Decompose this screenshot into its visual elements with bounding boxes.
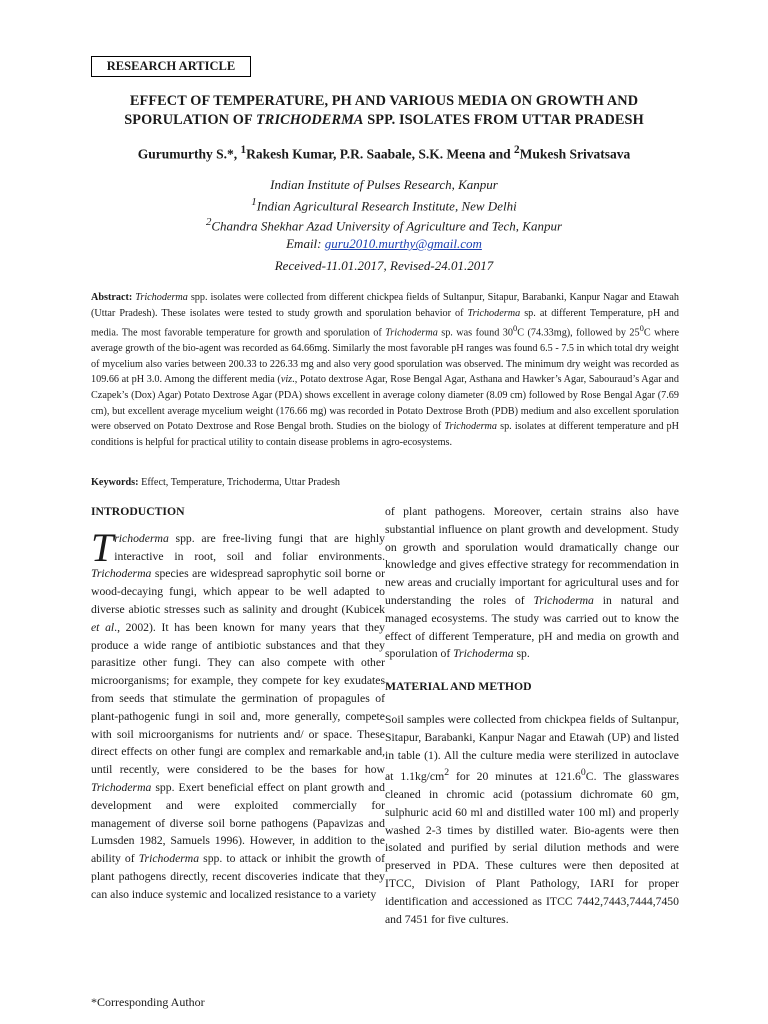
email-link[interactable]: guru2010.murthy@gmail.com <box>324 236 482 252</box>
drop-cap: T <box>91 524 114 570</box>
abstract-label: Abstract: <box>91 292 133 303</box>
abstract: Abstract: Trichoderma spp. isolates were collected from different chickpea fields of Sultanpur, Sitapur, Barabanki, Kanpur Nagar and Etawah (Uttar Pradesh). These isolates were tested to study growth and sporulation behavior of Trichoderma sp. at different Temperature, pH and media. The most favorable temperature for growth and sporulation of Trichoderma sp. was found $30^0C$ (74.33mg), followed by $25^0C$ where average growth of the bio-agent was recorded as 64.66mg. Similarly the most favorable pH ranges was found 6.5 - 7.5 in which total dry weight of mycelium also varies between 200.33 to 226.33 mg and also very good sporulation was observed. The minimum dry weight was recorded as 109.66 at pH 3.0. Among the different media (viz., Potato dextrose Agar, Rose Bengal Agar, Asthana and Hawker’s Agar, Sabouraud’s Agar and Czapek’s (Dox) Agar) Potato Dextrose Agar (PDA) shows excellent in average colony diameter (8.09 cm) followed by Rose Bengal Agar (7.69 cm), but excellent average mycelium weight (176.66 mg) was recorded in Potato Dextrose Broth (PDB) medium and also excellent sporulation were observed on Potato Dextrose and Rose Bengal broth. Studies on the biology of Trichoderma sp. isolates at different temperature and pH conditions is helpful for practical utility to contain disease problems in agro-ecosystems. <box>91 292 680 448</box>
affiliation-0: Indian Institute of Pulses Research, Kanpur <box>270 177 498 192</box>
affiliation-2: $^2$Chandra Shekhar Azad University of Agriculture and Tech, Kanpur <box>205 216 563 234</box>
introduction-heading: INTRODUCTION <box>91 505 185 518</box>
received-revised-dates: Received-11.01.2017, Revised-24.01.2017 <box>274 258 494 273</box>
right-column <box>385 503 679 928</box>
left-column <box>91 503 385 904</box>
title-line-1: EFFECT OF TEMPERATURE, PH AND VARIOUS MEDIA ON GROWTH AND <box>129 93 639 109</box>
affiliation-1: $^1$Indian Agricultural Research Institute, New Delhi <box>251 195 517 213</box>
introduction-paragraph: Trichoderma spp. are free-living fungi that are highly interactive in root, soil and foliar environments. Trichoderma species are widespread saprophytic soil borne or wood-decaying fungi, which appear to be well adapted to diverse abiotic stresses such as salinity and drought (Kubicek et al., 2002). It has been known for many years that they produce a wide range of antibiotic substances and that they parasitize other fungi. They can also compete with other microorganisms; for example, they compete for key exudates from seeds that stimulate the germination of propagules of plant-pathogenic fungi in soil and, more generally, compete with soil microorganisms for nutrients and/ or space. These direct effects on other fungi are complex and remarkable and, until recently, were considered to be the bases for how Trichoderma spp. Exert beneficial effect on plant growth and development and were exploited commercially for management of diverse soil borne pathogens (Papavizas and Lumsden 1982, Samuels 1996). However, in addition to the ability of Trichoderma spp. to attack or inhibit the growth of plant pathogens directly, recent discoveries indicate that they can also induce systemic and localized resistance to a variety <box>91 524 385 901</box>
affiliations <box>60 176 708 253</box>
paper-title <box>60 92 708 130</box>
methods-paragraph: Soil samples were collected from chickpea fields of Sultanpur, Sitapur, Barabanki, Kanpur Nagar and Etawah (UP) and listed in table (1). All the culture media were sterilized in autoclave at $1.1kg/cm^2$ for 20 minutes at 121.6$^0$C. The glasswares cleaned in chromic acid (potassium dichromate 60 gm, sulphuric acid 60 ml and distilled water 100 ml) and properly washed 2-3 times by distilled water. Bio-agents were then isolated and purified by serial dilution methods and were preserved in PDA. These cultures were then deposited at ITCC, Division of Plant Pathology, IARI for proper identification and accessioned as ITCC 7442,7443,7444,7450 and 7451 for five cultures. <box>385 712 679 926</box>
email-line: Email: guru2010.murthy@gmail.com <box>286 236 482 252</box>
author-list: Gurumurthy S.*, $^1$Rakesh Kumar, P.R. Saabale, S.K. Meena and $^2$Mukesh Srivatsava <box>137 144 631 162</box>
title-line-2: SPORULATION OF TRICHODERMA SPP. ISOLATES FROM UTTAR PRADESH <box>124 112 644 128</box>
methods-heading: MATERIAL AND METHOD <box>385 680 532 694</box>
article-type-label: RESEARCH ARTICLE <box>91 56 251 77</box>
introduction-continued: of plant pathogens. Moreover, certain strains also have substantial influence on plant growth and development. Study on growth and sporulation would dramatically change our knowledge and gives effective strategy for recommendation in new areas and crucially important for agricultural uses and for understanding the roles of Trichoderma in natural and managed ecosystems. The study was carried out to know the effect of different Temperature, pH and media on growth and sporulation of Trichoderma sp. <box>385 505 679 661</box>
corresponding-author-footnote: *Corresponding Author <box>91 995 205 1009</box>
keywords-label: Keywords: <box>91 477 139 488</box>
keywords: Keywords: Effect, Temperature, Trichoderma, Uttar Pradesh <box>91 477 341 488</box>
